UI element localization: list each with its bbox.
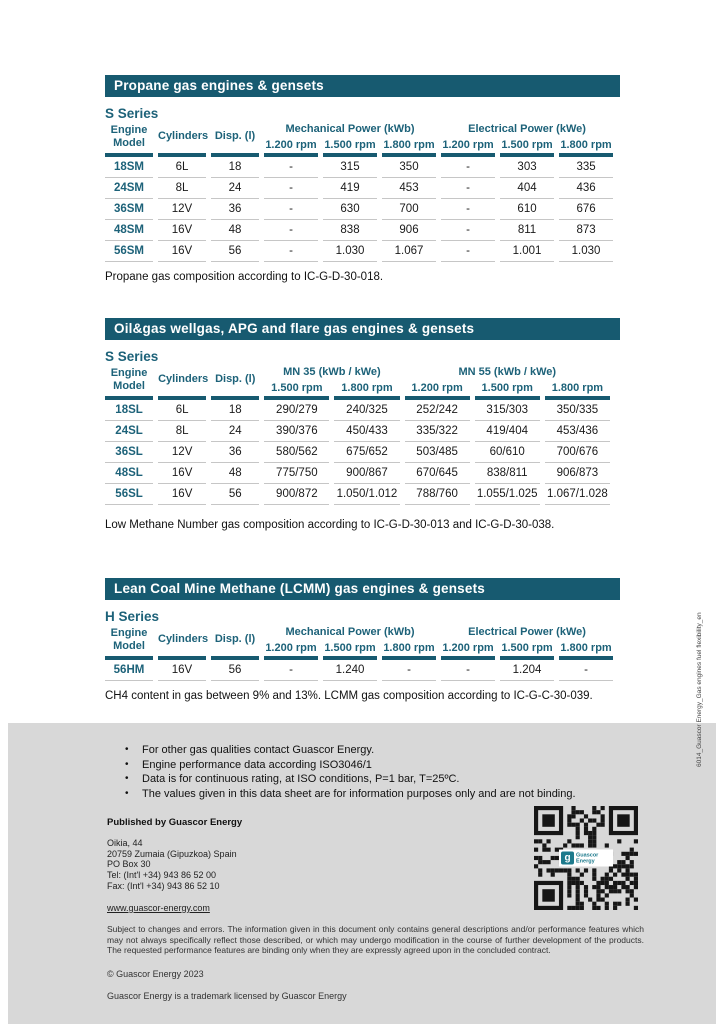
table-cell: 56 [211, 660, 259, 681]
rpm-column-header: 1.800 rpm [382, 641, 436, 660]
table-row [105, 442, 610, 463]
section-title-bar: Lean Coal Mine Methane (LCMM) gas engines & gensets [105, 578, 620, 600]
table-cell: 16V [158, 484, 206, 505]
engine-model-cell: 48SL [105, 463, 153, 484]
table-cell: 436 [559, 178, 613, 199]
column-group-header: MN 55 (kWb / kWe) [458, 366, 557, 378]
table-cell: 350/335 [545, 400, 610, 421]
table-cell: 404 [500, 178, 554, 199]
section-lcmm [105, 578, 620, 702]
table-row [105, 400, 610, 421]
guascor-logo-text [576, 852, 598, 864]
table-note: Propane gas composition according to IC-G-D-30-018. [105, 271, 384, 283]
table-cell: - [264, 157, 318, 178]
table-cell: 419 [323, 178, 377, 199]
qr-code [534, 806, 638, 910]
engine-model-cell: 36SL [105, 442, 153, 463]
rpm-column-header: 1.200 rpm [264, 138, 318, 157]
address-line: Oikia, 44 [107, 838, 143, 848]
table-cell: - [559, 660, 613, 681]
table-cell: 453 [382, 178, 436, 199]
table-cell: 670/645 [405, 463, 470, 484]
table-cell: - [264, 220, 318, 241]
series-heading: S Series [105, 106, 159, 121]
engine-model-cell: 36SM [105, 199, 153, 220]
website-link[interactable]: www.guascor-energy.com [107, 903, 210, 913]
address-line: Fax: (Int'l +34) 943 86 52 10 [107, 880, 220, 891]
table-cell: 1.067 [382, 241, 436, 262]
table-cell: 16V [158, 463, 206, 484]
table-row [105, 157, 613, 178]
table-cell: - [264, 241, 318, 262]
table-cell: 1.050/1.012 [334, 484, 399, 505]
table-cell: 252/242 [405, 400, 470, 421]
table-cell: - [441, 157, 495, 178]
table-cell: 350 [382, 157, 436, 178]
publisher-address [107, 838, 237, 892]
table-row [105, 199, 613, 220]
condition-item: • The values given in this data sheet are for information purposes only and are not binding. [125, 787, 576, 802]
condition-item: • Data is for continuous rating, at ISO conditions, P=1 bar, T=25ºC. [125, 772, 576, 787]
table-row [105, 463, 610, 484]
column-header: Engine Model [105, 626, 153, 660]
column-group-header: Mechanical Power (kWb) [285, 626, 415, 638]
table-cell: 1.240 [323, 660, 377, 681]
address-line: PO Box 30 [107, 859, 151, 870]
table-cell: 450/433 [334, 421, 399, 442]
table-row [105, 241, 613, 262]
column-header: Disp. (l) [211, 626, 259, 660]
table-cell: 335/322 [405, 421, 470, 442]
section-title-bar: Oil&gas wellgas, APG and flare gas engines & gensets [105, 318, 620, 340]
engine-model-cell: 56SM [105, 241, 153, 262]
table-cell: 303 [500, 157, 554, 178]
table-cell: 335 [559, 157, 613, 178]
table-cell: 580/562 [264, 442, 329, 463]
table-cell: 60/610 [475, 442, 540, 463]
engine-model-cell: 56HM [105, 660, 153, 681]
table-cell: 8L [158, 178, 206, 199]
table-cell: 630 [323, 199, 377, 220]
table-cell: 1.030 [323, 241, 377, 262]
table-cell: 315/303 [475, 400, 540, 421]
table-cell: 24 [211, 178, 259, 199]
column-header: Disp. (l) [211, 123, 259, 157]
engine-table-wellgas [100, 366, 615, 505]
table-cell: - [382, 660, 436, 681]
rpm-column-header: 1.500 rpm [323, 138, 377, 157]
table-row [105, 660, 613, 681]
engine-table-propane [100, 123, 618, 262]
table-cell: 873 [559, 220, 613, 241]
column-header: Engine Model [105, 366, 153, 400]
table-cell: 700/676 [545, 442, 610, 463]
table-cell: - [441, 660, 495, 681]
table-cell: 315 [323, 157, 377, 178]
address-line: 20759 Zumaia (Gipuzkoa) Spain [107, 848, 237, 859]
rpm-column-header: 1.200 rpm [441, 641, 495, 660]
table-cell: 900/867 [334, 463, 399, 484]
column-group-header: MN 35 (kWb / kWe) [283, 366, 381, 378]
guascor-logo-icon: g [561, 852, 574, 865]
table-cell: 290/279 [264, 400, 329, 421]
table-row [105, 484, 610, 505]
table-cell: - [264, 660, 318, 681]
column-header: Cylinders [158, 626, 206, 660]
rpm-column-header: 1.200 rpm [405, 381, 470, 400]
table-cell: 1.067/1.028 [545, 484, 610, 505]
rpm-column-header: 1.800 rpm [382, 138, 436, 157]
conditions-list [125, 743, 576, 801]
table-cell: 1.030 [559, 241, 613, 262]
table-cell: 419/404 [475, 421, 540, 442]
table-note: Low Methane Number gas composition according to IC-G-D-30-013 and IC-G-D-30-038. [105, 519, 555, 531]
table-cell: - [441, 241, 495, 262]
document-code-vertical [696, 612, 706, 957]
table-cell: 18 [211, 157, 259, 178]
table-cell: - [441, 220, 495, 241]
table-cell: 906/873 [545, 463, 610, 484]
rpm-column-header: 1.500 rpm [323, 641, 377, 660]
table-cell: 811 [500, 220, 554, 241]
engine-model-cell: 48SM [105, 220, 153, 241]
table-cell: 6L [158, 157, 206, 178]
table-row [105, 178, 613, 199]
engine-model-cell: 56SL [105, 484, 153, 505]
column-group-header: Electrical Power (kWe) [468, 626, 586, 638]
document-code-text: 6014_Guascor Energy_Gas engines fuel flexibility_en [696, 612, 703, 767]
table-cell: 24 [211, 421, 259, 442]
table-cell: 16V [158, 660, 206, 681]
rpm-column-header: 1.200 rpm [264, 641, 318, 660]
table-cell: 56 [211, 484, 259, 505]
table-cell: 36 [211, 442, 259, 463]
rpm-column-header: 1.800 rpm [559, 138, 613, 157]
column-group-header: Mechanical Power (kWb) [285, 123, 415, 135]
series-heading: H Series [105, 609, 160, 624]
engine-model-cell: 24SM [105, 178, 153, 199]
table-cell: 676 [559, 199, 613, 220]
table-cell: 6L [158, 400, 206, 421]
address-line: Tel: (Int'l +34) 943 86 52 00 [107, 870, 217, 881]
rpm-column-header: 1.500 rpm [264, 381, 329, 400]
table-cell: 453/436 [545, 421, 610, 442]
table-cell: 900/872 [264, 484, 329, 505]
table-cell: 16V [158, 241, 206, 262]
table-cell: 775/750 [264, 463, 329, 484]
table-cell: - [264, 199, 318, 220]
column-header: Cylinders [158, 366, 206, 400]
table-cell: - [441, 178, 495, 199]
table-cell: 48 [211, 220, 259, 241]
rpm-column-header: 1.800 rpm [334, 381, 399, 400]
engine-model-cell: 24SL [105, 421, 153, 442]
table-cell: 390/376 [264, 421, 329, 442]
table-row [105, 220, 613, 241]
table-cell: 1.001 [500, 241, 554, 262]
rpm-column-header: 1.500 rpm [500, 138, 554, 157]
table-cell: 16V [158, 220, 206, 241]
table-cell: 1.055/1.025 [475, 484, 540, 505]
trademark-text: Guascor Energy is a trademark licensed by Guascor Energy [107, 991, 347, 1001]
table-cell: 700 [382, 199, 436, 220]
rpm-column-header: 1.500 rpm [475, 381, 540, 400]
series-heading: S Series [105, 349, 159, 364]
table-cell: 18 [211, 400, 259, 421]
engine-model-cell: 18SM [105, 157, 153, 178]
table-note: CH4 content in gas between 9% and 13%. LCMM gas composition according to IC-G-C-30-039. [105, 690, 593, 702]
logo-text-line: Energy [576, 858, 595, 864]
column-group-header: Electrical Power (kWe) [468, 123, 586, 135]
rpm-column-header: 1.800 rpm [545, 381, 610, 400]
table-cell: 8L [158, 421, 206, 442]
engine-table-lcmm [100, 626, 618, 681]
legal-text: Subject to changes and errors. The information given in this document only contains general descriptions and/or performance features which may not always specifically reflect those described, or which may undergo modification in the course of further development of the products. The requested performance features are binding only when they are expressly agreed upon in the concluded contract. [107, 924, 644, 956]
guascor-logo [559, 850, 613, 867]
table-cell: 906 [382, 220, 436, 241]
table-cell: 56 [211, 241, 259, 262]
table-cell: 12V [158, 442, 206, 463]
table-cell: 838/811 [475, 463, 540, 484]
logo-text-line: Guascor [576, 852, 599, 858]
table-cell: 503/485 [405, 442, 470, 463]
table-row [105, 421, 610, 442]
condition-item: • For other gas qualities contact Guascor Energy. [125, 743, 576, 758]
rpm-column-header: 1.800 rpm [559, 641, 613, 660]
table-cell: 12V [158, 199, 206, 220]
rpm-column-header: 1.500 rpm [500, 641, 554, 660]
column-header: Cylinders [158, 123, 206, 157]
table-cell: 788/760 [405, 484, 470, 505]
section-wellgas [105, 318, 620, 531]
rpm-column-header: 1.200 rpm [441, 138, 495, 157]
section-title-bar: Propane gas engines & gensets [105, 75, 620, 97]
table-cell: 36 [211, 199, 259, 220]
column-header: Engine Model [105, 123, 153, 157]
engine-model-cell: 18SL [105, 400, 153, 421]
table-cell: 838 [323, 220, 377, 241]
table-cell: 240/325 [334, 400, 399, 421]
table-cell: - [264, 178, 318, 199]
column-header: Disp. (l) [211, 366, 259, 400]
table-cell: 610 [500, 199, 554, 220]
table-cell: 675/652 [334, 442, 399, 463]
table-cell: 48 [211, 463, 259, 484]
published-by: Published by Guascor Energy [107, 817, 243, 828]
table-cell: 1.204 [500, 660, 554, 681]
section-propane [105, 75, 620, 283]
table-cell: - [441, 199, 495, 220]
condition-item: • Engine performance data according ISO3046/1 [125, 758, 576, 773]
copyright-text: © Guascor Energy 2023 [107, 969, 204, 979]
